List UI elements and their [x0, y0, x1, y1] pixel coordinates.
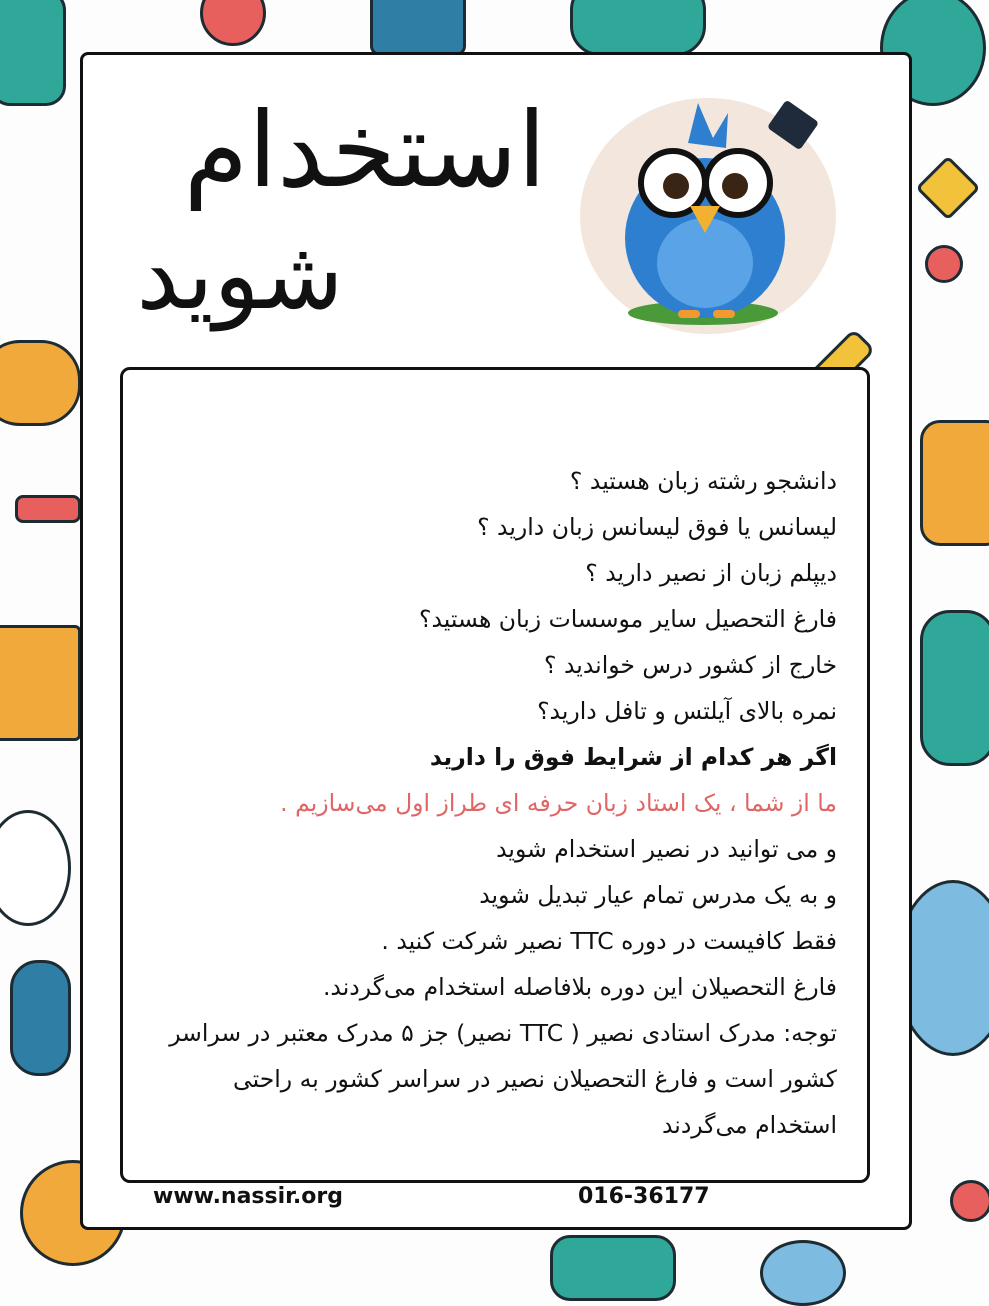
note-paragraph: توجه: مدرک استادی نصیر ( TTC نصیر) جز ۵ مدرک معتبر در سراسر کشور است و فارغ التحصیلان نصیر در سراسر کشور به راحتی استخدام می‌گردند: [169, 1019, 837, 1139]
question-line: خارج از کشور درس خواندید ؟: [544, 651, 837, 679]
info-line: و می توانید در نصیر استخدام شوید: [496, 835, 837, 863]
title-line-2: شوید: [136, 219, 344, 331]
content-box: [120, 367, 870, 1183]
info-line: فقط کافیست در دوره TTC نصیر شرکت کنید .: [381, 927, 837, 955]
question-line: لیسانس یا فوق لیسانس زبان دارید ؟: [477, 513, 837, 541]
conditions-line: اگر هر کدام از شرایط فوق را دارید: [429, 743, 837, 771]
doodle-star: [915, 155, 980, 220]
info-line: و به یک مدرس تمام عیار تبدیل شوید: [479, 881, 837, 909]
doodle-bottom-items: [550, 1235, 676, 1301]
phone-number: 016-36177: [578, 1184, 710, 1209]
doodle-pencil: [15, 495, 81, 523]
question-line: دیپلم زبان از نصیر دارید ؟: [585, 559, 837, 587]
doodle-heart-right: [925, 245, 963, 283]
doodle-backpack: [570, 0, 706, 56]
doodle-heart: [200, 0, 266, 46]
question-line: دانشجو رشته زبان هستید ؟: [569, 467, 837, 495]
doodle-heart-bottom: [950, 1180, 989, 1222]
content-text: [153, 458, 837, 1148]
info-line: فارغ التحصیلان این دوره بلافاصله استخدام می‌گردند.: [322, 973, 837, 1001]
owl-bird-illustration: [578, 88, 843, 338]
title-line-1: استخدام: [183, 89, 547, 211]
question-line: نمره بالای آیلتس و تافل دارید؟: [537, 697, 837, 725]
doodle-ruler: [0, 340, 81, 426]
doodle-calculator: [0, 625, 81, 741]
doodle-lamp: [920, 420, 989, 546]
doodle-clock: [0, 810, 71, 926]
doodle-flask: [0, 0, 66, 106]
doodle-bottom-bulb: [760, 1240, 846, 1306]
website-link[interactable]: www.nassir.org: [153, 1184, 343, 1209]
doodle-bag: [370, 0, 466, 56]
doodle-microscope: [920, 610, 989, 766]
highlight-line: ما از شما ، یک استاد زبان حرفه ای طراز اول می‌سازیم .: [280, 789, 837, 817]
doodle-rocket: [10, 960, 71, 1076]
question-line: فارغ التحصیل سایر موسسات زبان هستید؟: [418, 605, 837, 633]
